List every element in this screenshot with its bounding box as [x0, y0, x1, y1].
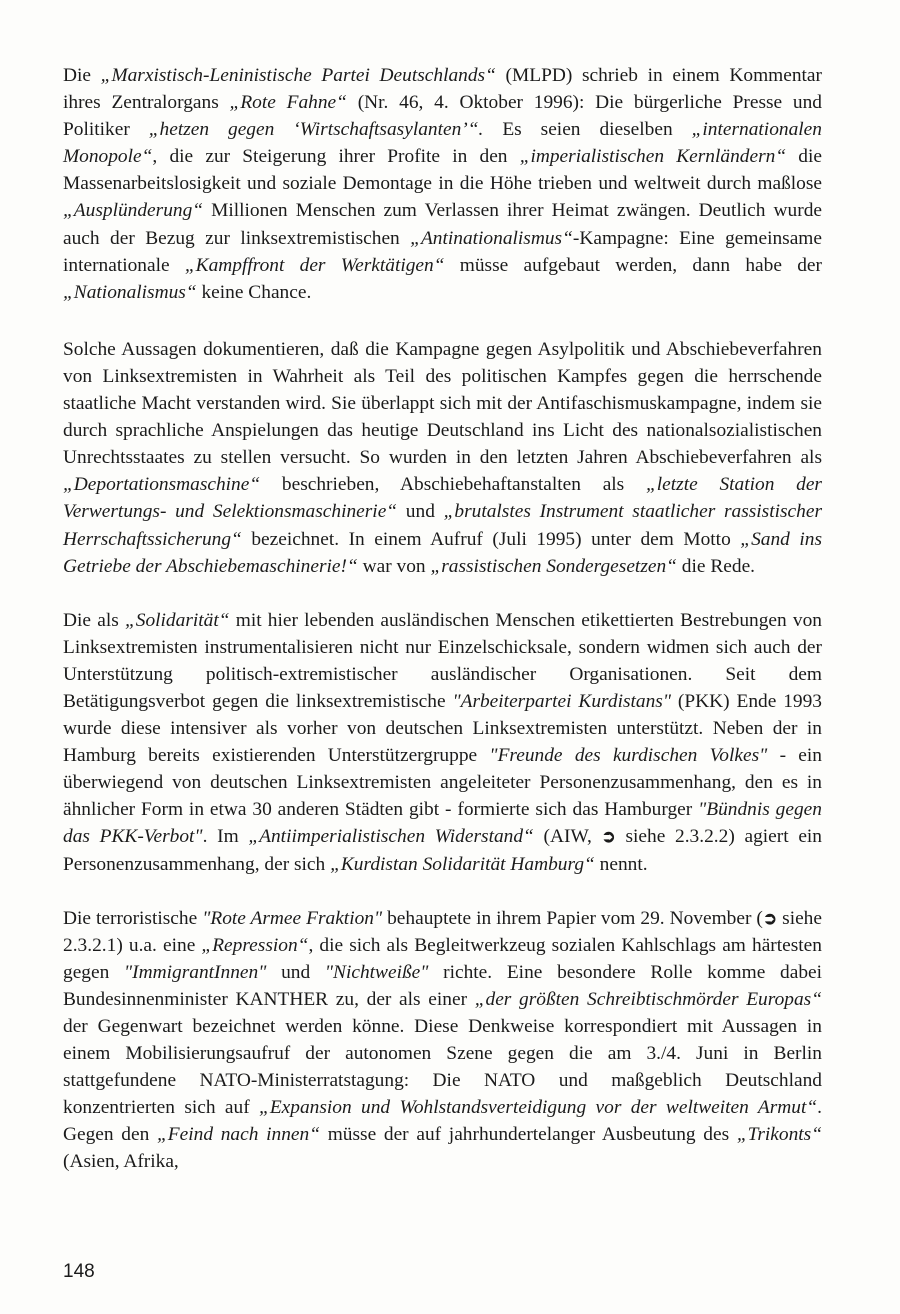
- body-text: [63, 62, 822, 1176]
- quoted-term: „Deportationsmaschine“: [63, 474, 261, 496]
- text-run: . Gegen den: [63, 1097, 822, 1146]
- text-run: . Im: [202, 826, 249, 848]
- quoted-term: „Antiimperialistischen Widerstand“: [248, 826, 534, 848]
- text-run: der Gegenwart bezeichnet werden könne. Diese Denkweise korrespondiert mit Aussagen in einem Mobilisierungsaufruf der autonomen Szene gegen die am 3./4. Juni in Berlin stattgefundene NATO-Ministerratstagung: Die NATO und maßgeblich Deutschland konzentrierten sich auf: [63, 1016, 822, 1119]
- text-run: siehe 2.3.2.1) u.a. eine: [63, 907, 822, 956]
- text-run: Solche Aussagen dokumentieren, daß die Kampagne gegen Asylpolitik und Abschiebeverfahren von Linksextremisten in Wahrheit als Teil des politischen Kampfes gegen die herrschende staatliche Macht verstanden wird. Sie überlappt sich mit der Antifaschismuskampagne, indem sie durch sprachliche Anspielungen das heutige Deutschland ins Licht des nationalsozialistischen Unrechtsstaates zu stellen versucht. So wurden in den letzten Jahren Abschiebeverfahren als: [63, 338, 822, 469]
- text-run: behauptete in ihrem Papier vom 29. November (: [382, 907, 763, 929]
- quoted-term: „brutalstes Instrument staatlicher rassistischer Herrschaftssicherung“: [63, 501, 822, 550]
- quoted-term: "Freunde des kurdischen Volkes": [489, 745, 768, 767]
- quoted-term: „Kampffront der Werktätigen“: [184, 254, 445, 276]
- quoted-term: "Bündnis gegen das PKK-Verbot": [63, 799, 822, 848]
- text-run: Die als: [63, 609, 125, 631]
- text-run: siehe 2.3.2.2) agiert ein Personenzusammenhang, der sich: [63, 826, 823, 875]
- cross-reference-arrow-icon: ➲: [601, 827, 616, 847]
- text-run: nennt.: [594, 853, 648, 875]
- text-run: und: [397, 501, 444, 523]
- quoted-term: "Arbeiterpartei Kurdistans": [452, 690, 671, 712]
- quoted-term: "Rote Armee Fraktion": [202, 907, 383, 929]
- quoted-term: „Kurdistan Solidarität Hamburg“: [330, 853, 595, 875]
- page-number: 148: [63, 1261, 95, 1282]
- quoted-term: „Sand ins Getriebe der Abschiebemaschinerie!“: [63, 528, 822, 577]
- paragraph-abschiebeverfahren: [63, 336, 822, 580]
- quoted-term: „Rote Fahne“: [229, 92, 347, 114]
- text-run: Die terroristische: [63, 907, 203, 929]
- text-run: bezeichnet. In einem Aufruf (Juli 1995) unter dem Motto: [241, 528, 741, 550]
- paragraph-raf: [63, 905, 822, 1176]
- text-run: beschrieben, Abschiebehaftanstalten als: [260, 474, 646, 496]
- text-run: (PKK) Ende 1993 wurde diese intensiver als vorher von deutschen Linksextremisten unterstützt. Neben der in Hamburg bereits existierenden Unterstützergruppe: [63, 690, 822, 767]
- quoted-term: "Nichtweiße": [324, 961, 429, 983]
- text-run: (Nr. 46, 4. Oktober 1996): Die bürgerliche Presse und Politiker: [63, 92, 822, 141]
- text-run: (Asien, Afrika,: [63, 1151, 179, 1173]
- cross-reference-arrow-icon: ➲: [762, 908, 778, 928]
- quoted-term: „Expansion und Wohlstandsverteidigung vor der weltweiten Armut“: [259, 1097, 818, 1119]
- paragraph-mlpd: [63, 62, 822, 306]
- text-run: richte. Eine besondere Rolle komme dabei Bundesinnenminister KANTHER zu, der als einer: [63, 961, 823, 1010]
- quoted-term: „Solidarität“: [124, 609, 230, 631]
- text-run: , die zur Steigerung ihrer Profite in den: [152, 146, 520, 168]
- text-run: Es seien dieselben: [483, 119, 692, 141]
- quoted-term: „Marxistisch-Leninistische Partei Deutschlands“: [100, 65, 496, 86]
- text-run: -Kampagne: Eine gemeinsame internationale: [63, 227, 822, 276]
- text-run: die Massenarbeitslosigkeit und soziale Demontage in die Höhe trieben und weltweit durch maßlose: [63, 146, 823, 195]
- text-run: müsse der auf jahrhundertelanger Ausbeutung des: [320, 1124, 737, 1146]
- quoted-term: "ImmigrantInnen": [124, 961, 267, 983]
- paragraph-solidaritaet: [63, 607, 822, 878]
- text-run: keine Chance.: [196, 281, 312, 303]
- text-run: müsse aufgebaut werden, dann habe der: [444, 254, 822, 276]
- text-run: , die sich als Begleitwerkzeug sozialen Kahlschlags am härtesten gegen: [63, 934, 822, 983]
- quoted-term: „internationalen Monopole“: [63, 119, 822, 168]
- quoted-term: „Nationalismus“: [63, 281, 197, 303]
- quoted-term: „Trikonts“: [736, 1124, 822, 1146]
- quoted-term: „imperialistischen Kernländern“: [519, 146, 787, 168]
- text-run: Die: [63, 65, 101, 86]
- quoted-term: „hetzen gegen ‘Wirtschaftsasylanten’“.: [148, 119, 484, 141]
- quoted-term: „der größten Schreibtischmörder Europas“: [474, 988, 822, 1010]
- text-run: mit hier lebenden ausländischen Menschen etikettierten Bestrebungen von Linksextremisten instrumentalisieren nicht nur Einzelschicksale, sondern widmen sich auch der Unterstützung politisch-extremistischer ausländischer Organisationen. Seit dem Betätigungsverbot gegen die linksextremistische: [63, 609, 823, 712]
- quoted-term: „letzte Station der Verwertungs- und Selektionsmaschinerie“: [63, 474, 822, 523]
- quoted-term: „Repression“: [201, 934, 309, 956]
- quoted-term: „Feind nach innen“: [157, 1124, 320, 1146]
- quoted-term: „Ausplünderung“: [63, 200, 204, 222]
- quoted-term: „Antinationalismus“: [410, 227, 573, 249]
- text-run: und: [266, 961, 325, 983]
- text-run: (MLPD) schrieb in einem Kommentar ihres Zentralorgans: [63, 65, 822, 114]
- quoted-term: „rassistischen Sondergesetzen“: [430, 555, 677, 577]
- text-run: die Rede.: [676, 555, 756, 577]
- text-run: (AIW,: [533, 826, 602, 848]
- text-run: - ein überwiegend von deutschen Linksextremisten angeleiteter Personenzusammenhang, den es in ähnlicher Form in etwa 30 anderen Städten gibt - formierte sich das Hamburger: [63, 745, 822, 821]
- text-run: Millionen Menschen zum Verlassen ihrer Heimat zwängen. Deutlich wurde auch der Bezug zur linksextremistischen: [63, 200, 822, 249]
- text-run: war von: [357, 555, 431, 577]
